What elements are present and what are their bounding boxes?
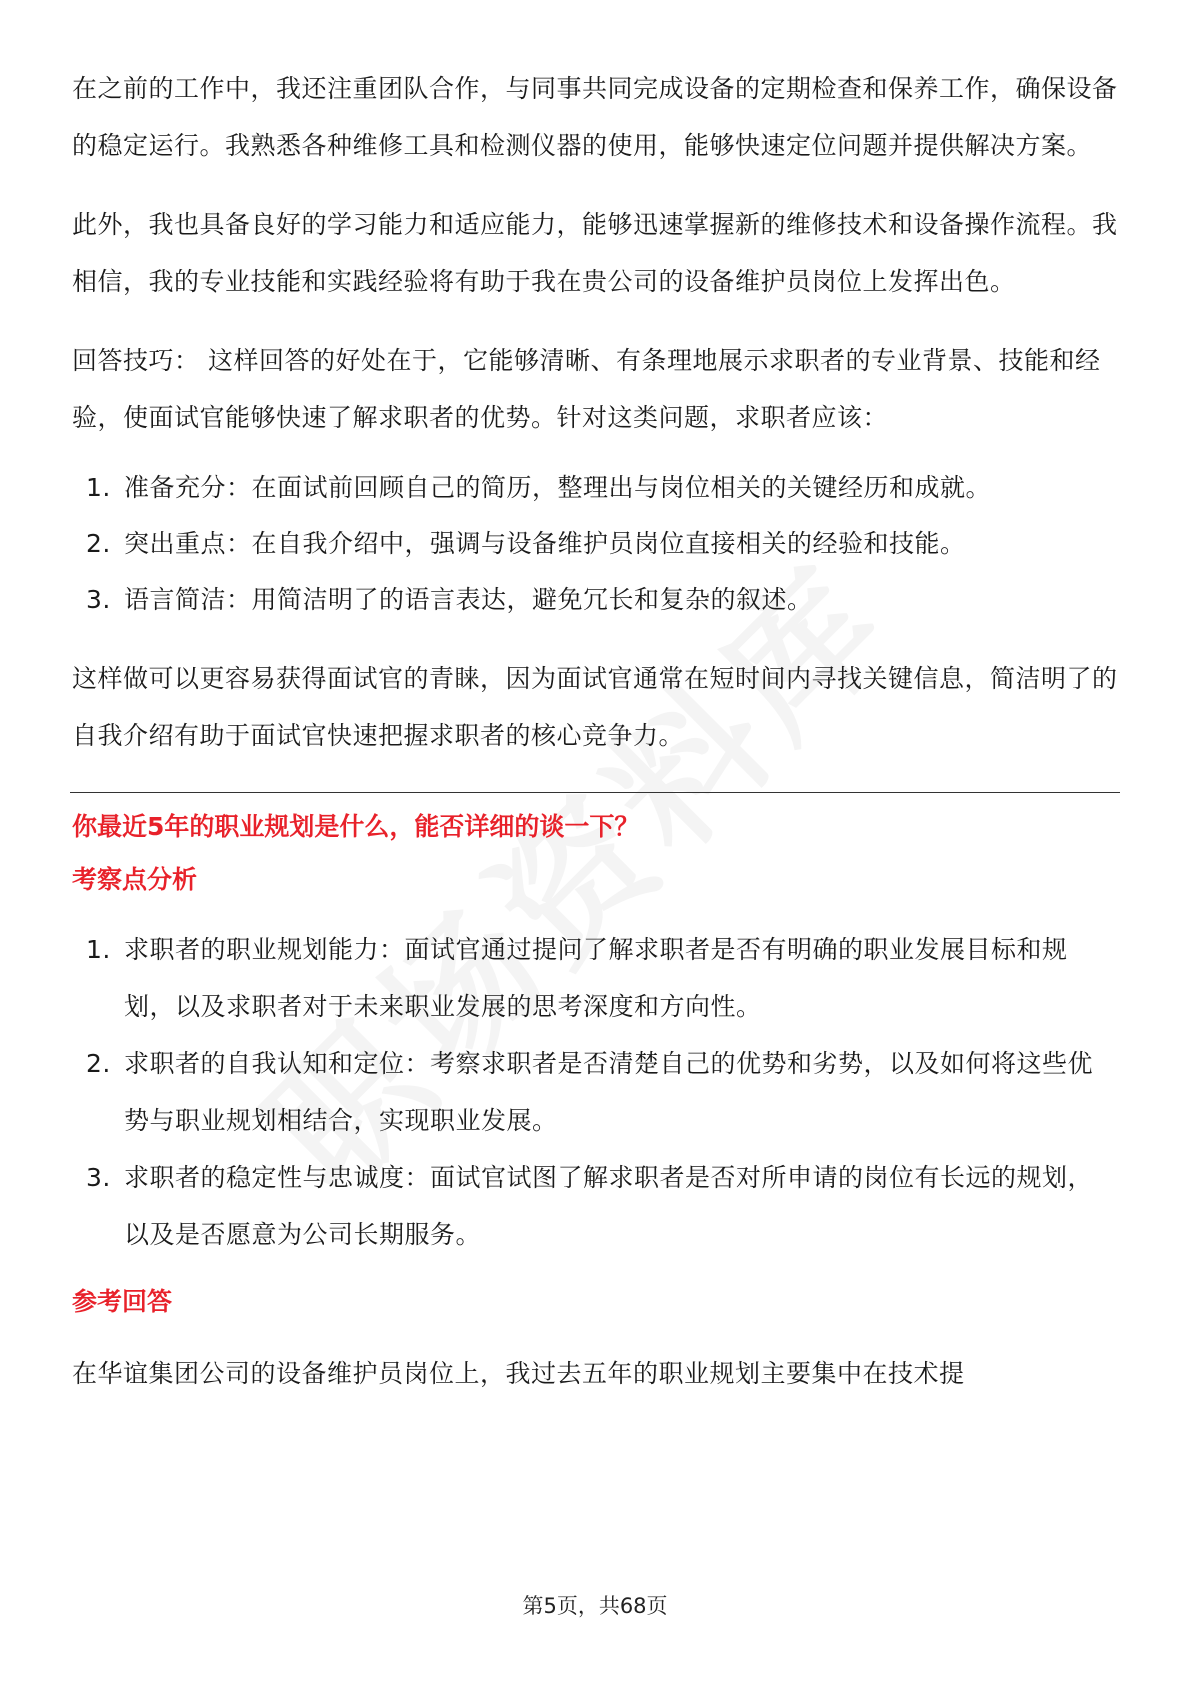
list-number: 3. — [86, 1163, 111, 1192]
list-item — [72, 572, 1118, 628]
tips-list — [72, 460, 1118, 628]
paragraph-learning: 此外，我也具备良好的学习能力和适应能力，能够迅速掌握新的维修技术和设备操作流程。我相信，我的专业技能和实践经验将有助于我在贵公司的设备维护员岗位上发挥出色。 — [72, 210, 1118, 296]
list-text: 准备充分：在面试前回顾自己的简历，整理出与岗位相关的关键经历和成就。 — [124, 473, 992, 502]
list-text: 求职者的稳定性与忠诚度：面试官试图了解求职者是否对所申请的岗位有长远的规划，以及是否愿意为公司长期服务。 — [124, 1163, 1094, 1249]
paragraph-closing: 这样做可以更容易获得面试官的青睐，因为面试官通常在短时间内寻找关键信息，简洁明了的自我介绍有助于面试官快速把握求职者的核心竞争力。 — [72, 664, 1118, 750]
paragraph-answer-tips: 回答技巧： 这样回答的好处在于，它能够清晰、有条理地展示求职者的专业背景、技能和经验，使面试官能够快速了解求职者的优势。针对这类问题，求职者应该： — [72, 346, 1101, 432]
list-item — [72, 921, 1118, 1035]
list-item — [72, 1035, 1118, 1149]
list-number: 3. — [86, 585, 111, 614]
question-title: 你最近5年的职业规划是什么，能否详细的谈一下？ — [72, 812, 640, 841]
analysis-heading: 考察点分析 — [72, 865, 198, 894]
paragraph-answer-start: 在华谊集团公司的设备维护员岗位上，我过去五年的职业规划主要集中在技术提 — [72, 1359, 965, 1388]
list-item — [72, 1149, 1118, 1263]
list-number: 2. — [86, 529, 111, 558]
list-item — [72, 516, 1118, 572]
analysis-list — [72, 921, 1118, 1263]
list-item — [72, 460, 1118, 516]
answer-heading: 参考回答 — [72, 1287, 173, 1316]
document-body — [72, 60, 1118, 1402]
paragraph-teamwork: 在之前的工作中，我还注重团队合作，与同事共同完成设备的定期检查和保养工作，确保设备的稳定运行。我熟悉各种维修工具和检测仪器的使用，能够快速定位问题并提供解决方案。 — [72, 74, 1118, 160]
list-text: 求职者的自我认知和定位：考察求职者是否清楚自己的优势和劣势，以及如何将这些优势与职业规划相结合，实现职业发展。 — [124, 1049, 1094, 1135]
list-text: 语言简洁：用简洁明了的语言表达，避免冗长和复杂的叙述。 — [124, 585, 813, 614]
list-text: 突出重点：在自我介绍中，强调与设备维护员岗位直接相关的经验和技能。 — [124, 529, 966, 558]
list-text: 求职者的职业规划能力：面试官通过提问了解求职者是否有明确的职业发展目标和规划，以及求职者对于未来职业发展的思考深度和方向性。 — [124, 935, 1068, 1021]
section-divider — [70, 792, 1120, 793]
list-number: 1. — [86, 935, 111, 964]
page-footer: 第5页，共68页 — [522, 1594, 668, 1618]
list-number: 1. — [86, 473, 111, 502]
list-number: 2. — [86, 1049, 111, 1078]
